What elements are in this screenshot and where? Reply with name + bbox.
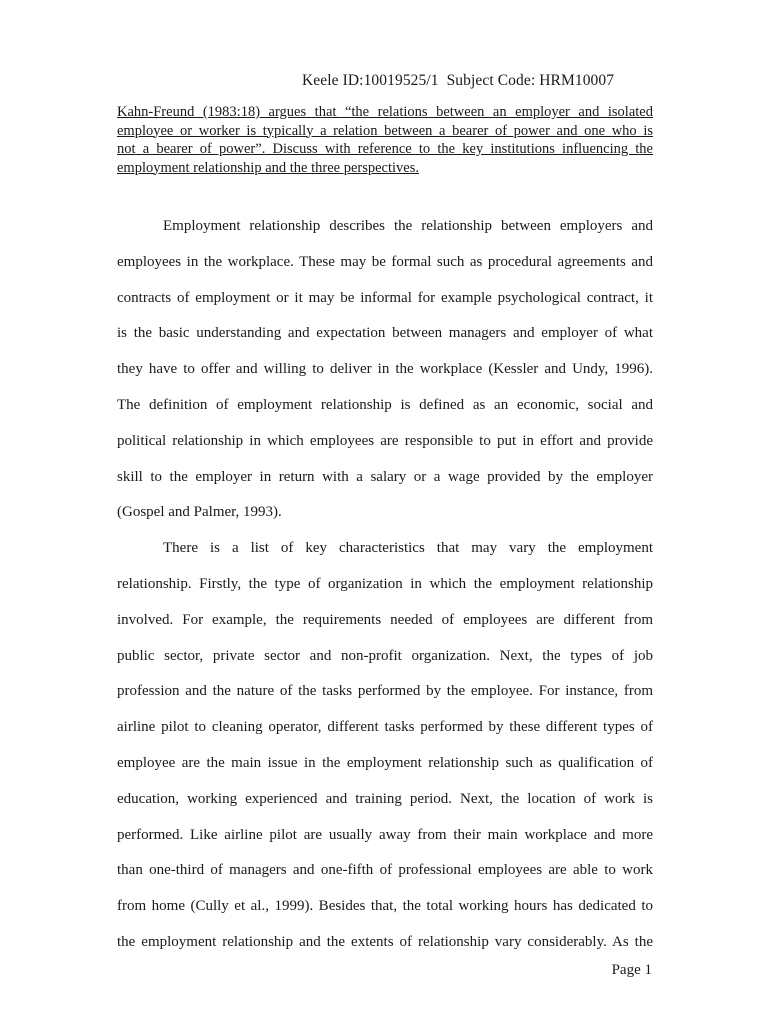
paragraph-2-line: profession and the nature of the tasks performed by the employee. For instance, from — [117, 683, 653, 700]
paragraph-1-line: skill to the employer in return with a salary or a wage provided by the employer — [117, 468, 653, 485]
paragraph-1-line: political relationship in which employees are responsible to put in effort and provide — [117, 432, 653, 449]
paragraph-1-line: employees in the workplace. These may be formal such as procedural agreements and — [117, 253, 653, 270]
question-line: not a bearer of power”. Discuss with reference to the key institutions influencing the — [117, 141, 653, 157]
paragraph-1-line: they have to offer and willing to deliver in the workplace (Kessler and Undy, 1996). — [117, 361, 653, 378]
paragraph-2-line: education, working experienced and training period. Next, the location of work is — [117, 790, 653, 807]
paragraph-2-line: the employment relationship and the extents of relationship vary considerably. As the — [117, 933, 653, 950]
paragraph-2-line: public sector, private sector and non-profit organization. Next, the types of job — [117, 647, 653, 664]
paragraph-1-line: is the basic understanding and expectation between managers and employer of what — [117, 325, 653, 342]
paragraph-1-line: contracts of employment or it may be informal for example psychological contract, it — [117, 289, 653, 306]
page-number: Page 1 — [611, 962, 652, 978]
paragraph-2-line: involved. For example, the requirements needed of employees are different from — [117, 611, 653, 628]
paragraph-2-line: from home (Cully et al., 1999). Besides that, the total working hours has dedicated to — [117, 898, 653, 915]
paragraph-2-line: employee are the main issue in the employment relationship such as qualification of — [117, 754, 653, 771]
paragraph-1-line: Employment relationship describes the relationship between employers and — [163, 218, 653, 234]
paragraph-2-line: airline pilot to cleaning operator, different tasks performed by these different types of — [117, 719, 653, 736]
essay-question — [117, 103, 653, 177]
paragraph-2-line: than one-third of managers and one-fifth of professional employees are able to work — [117, 862, 653, 879]
paragraph-2-line: There is a list of key characteristics that may vary the employment — [163, 540, 653, 557]
paragraph-1-line: The definition of employment relationship is defined as an economic, social and — [117, 396, 653, 413]
paragraph-2-line: performed. Like airline pilot are usually away from their main workplace and more — [117, 826, 653, 843]
document-header: Keele ID:10019525/1 Subject Code: HRM10007 — [302, 72, 615, 89]
question-line: employment relationship and the three perspectives. — [117, 159, 419, 176]
paragraph-2-line: relationship. Firstly, the type of organization in which the employment relationship — [117, 575, 653, 592]
paragraph-1-line: (Gospel and Palmer, 1993). — [117, 504, 282, 521]
question-line: Kahn-Freund (1983:18) argues that “the relations between an employer and isolated — [117, 104, 653, 120]
question-line: employee or worker is typically a relation between a bearer of power and one who is — [117, 122, 653, 139]
body-text — [117, 211, 653, 963]
